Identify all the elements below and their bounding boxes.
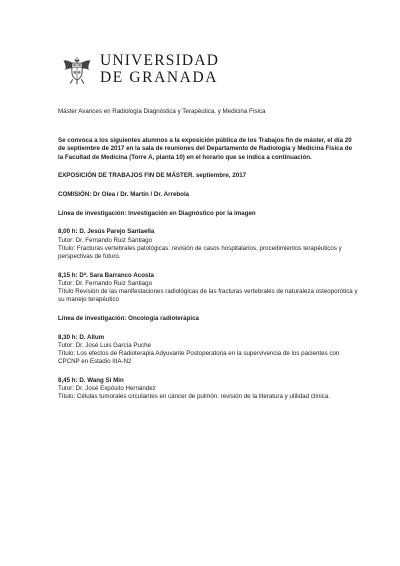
presentation-entry xyxy=(58,272,358,305)
wordmark-line-1: UNIVERSIDAD xyxy=(100,51,220,69)
university-logo xyxy=(60,52,219,86)
presentation-entry xyxy=(58,377,358,402)
entry-time-student: 8,15 h: Dª. Sara Barranco Acosta xyxy=(58,271,154,279)
entry-time-student: 8,30 h: D. Allum xyxy=(58,333,105,341)
entry-tutor: Tutor: Dr. Fernando Ruiz Santiago xyxy=(58,236,153,244)
university-wordmark xyxy=(100,53,219,86)
document-body xyxy=(58,108,358,402)
presentation-entry xyxy=(58,228,358,261)
entry-title: Título: Fracturas vertebrales patológicas: revisión de casos hospitalarios, procedimientos terapéuticos y perspectivas de futuro. xyxy=(58,244,342,261)
research-line-title: Línea de investigación: Oncología radioterápica xyxy=(58,315,199,323)
research-line-title: Línea de investigación: Investigación en Diagnóstico por la imagen xyxy=(58,209,256,217)
entry-title: Título Revisión de las manifestaciones radiológicas de las fracturas vertebrales de naturaleza osteoporótica y su manejo terapéutico xyxy=(58,288,358,304)
entry-tutor: Tutor: Dr. Fernando Ruiz Santiago xyxy=(58,279,153,287)
program-title: Máster Avances en Radiología Diagnóstica y Terapéutica, y Medicina Física xyxy=(58,108,266,115)
entry-time-student: 8,45 h: D. Wang Si Min xyxy=(58,377,124,385)
presentation-entry xyxy=(58,334,358,367)
exposition-heading: EXPOSICIÓN DE TRABAJOS FIN DE MÁSTER. septiembre, 2017 xyxy=(58,172,247,180)
convocation-intro: Se convoca a los siguientes alumnos a la exposición pública de los Trabajos fin de máster, el día 20 de septiembre de 2017 en la sala de reuniones del Departamento de Radiología y Medicina Física de la Facultad de Medicina (Torre A, planta 10) en el horario que se indica a continuación. xyxy=(58,137,353,161)
wordmark-line-2: DE GRANADA xyxy=(100,69,219,86)
entry-title: Título: Los efectos de Radioterapia Adyuvante Postoperatoria en la supervivencia de los pacientes con CPCNP en Estadio IIIA-N2 xyxy=(58,350,340,366)
entry-title: Título: Células tumorales circulantes en cáncer de pulmón: revisión de la literatura y utilidad clínica. xyxy=(58,393,331,401)
entry-tutor: Tutor: Dr. José Luis García Puche xyxy=(58,341,151,349)
entry-time-student: 8,00 h: D. Jesús Parejo Santaella xyxy=(58,228,155,236)
entry-tutor: Tutor: Dr. José Expósito Hernández xyxy=(58,385,156,393)
university-seal-icon xyxy=(60,52,94,86)
commission: COMISIÓN: Dr Olea / Dr. Martín / Dr. Arrebola xyxy=(58,191,190,199)
